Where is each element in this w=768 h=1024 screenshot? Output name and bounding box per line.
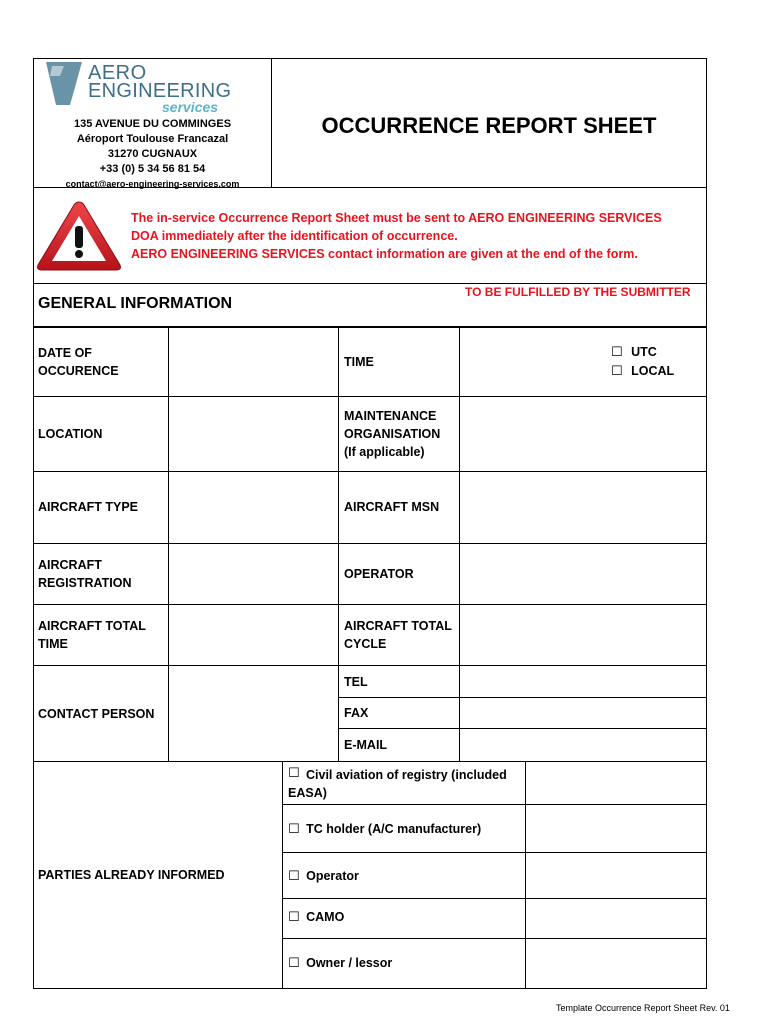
label-aircraft-total-time: AIRCRAFT TOTAL TIME bbox=[38, 619, 146, 651]
checkbox-icon: ☐ bbox=[288, 910, 300, 925]
input-tc-holder[interactable] bbox=[526, 805, 706, 852]
warning-triangle-icon bbox=[35, 199, 123, 273]
input-operator-informed[interactable] bbox=[526, 853, 706, 898]
parties-col1 bbox=[282, 761, 283, 988]
input-fax[interactable] bbox=[460, 698, 706, 728]
checkbox-icon: ☐ bbox=[288, 766, 300, 781]
input-time[interactable] bbox=[460, 328, 600, 396]
label-aircraft-msn: AIRCRAFT MSN bbox=[344, 500, 440, 514]
general-divider-bottom bbox=[33, 326, 707, 328]
label-date-of-occurence: DATE OF OCCURENCE bbox=[38, 346, 119, 378]
label-time: TIME bbox=[344, 355, 374, 369]
checkbox-tc-holder[interactable] bbox=[288, 820, 481, 838]
address-email[interactable]: contact@aero-engineering-services.com bbox=[65, 179, 240, 189]
label-aircraft-registration: AIRCRAFT REGISTRATION bbox=[38, 558, 132, 590]
logo-word-services: services bbox=[162, 99, 219, 115]
label-contact-person: CONTACT PERSON bbox=[38, 707, 155, 721]
form-border-left bbox=[33, 58, 34, 989]
checkbox-owner-lessor-label: Owner / lessor bbox=[306, 956, 393, 970]
checkbox-utc-label: UTC bbox=[631, 345, 657, 359]
checkbox-owner-lessor[interactable] bbox=[288, 954, 392, 972]
checkbox-utc[interactable] bbox=[611, 343, 657, 361]
form-border-bottom bbox=[33, 988, 707, 989]
checkbox-camo[interactable] bbox=[288, 908, 344, 926]
submitter-note: TO BE FULFILLED BY THE SUBMITTER bbox=[465, 285, 691, 299]
company-address bbox=[34, 117, 271, 191]
checkbox-civil-aviation-label: Civil aviation of registry (included EASA) bbox=[288, 768, 507, 800]
label-location: LOCATION bbox=[38, 427, 103, 441]
checkbox-operator-label: Operator bbox=[306, 869, 359, 883]
address-city: 31270 CUGNAUX bbox=[107, 148, 198, 160]
page-title: OCCURRENCE REPORT SHEET bbox=[321, 113, 657, 138]
label-maintenance-organisation: MAINTENANCE ORGANISATION (If applicable) bbox=[344, 409, 441, 459]
warning-divider-bottom bbox=[33, 283, 707, 284]
logo-word-engineering: ENGINEERING bbox=[88, 80, 232, 102]
input-contact-person[interactable] bbox=[169, 666, 338, 761]
checkbox-local[interactable] bbox=[611, 362, 674, 380]
input-camo[interactable] bbox=[526, 899, 706, 938]
checkbox-camo-label: CAMO bbox=[306, 910, 345, 924]
label-tel: TEL bbox=[344, 675, 368, 689]
input-location[interactable] bbox=[169, 397, 338, 471]
section-heading-general: GENERAL INFORMATION bbox=[38, 295, 233, 312]
checkbox-operator[interactable] bbox=[288, 867, 359, 885]
input-operator[interactable] bbox=[460, 544, 706, 604]
warning-text-line3: AERO ENGINEERING SERVICES contact information are given at the end of the form. bbox=[131, 247, 638, 261]
checkbox-tc-holder-label: TC holder (A/C manufacturer) bbox=[306, 822, 482, 836]
label-parties-already-informed: PARTIES ALREADY INFORMED bbox=[38, 868, 225, 882]
form-border-top bbox=[33, 58, 707, 59]
address-airport: Aéroport Toulouse Francazal bbox=[76, 133, 229, 145]
input-aircraft-type[interactable] bbox=[169, 472, 338, 543]
checkbox-icon: ☐ bbox=[611, 345, 623, 360]
warning-text-line1: The in-service Occurrence Report Sheet must be sent to AERO ENGINEERING SERVICES bbox=[131, 211, 662, 225]
input-aircraft-msn[interactable] bbox=[460, 472, 706, 543]
input-email[interactable] bbox=[460, 729, 706, 761]
company-logo bbox=[42, 60, 252, 116]
input-aircraft-total-time[interactable] bbox=[169, 605, 338, 665]
label-aircraft-type: AIRCRAFT TYPE bbox=[38, 500, 138, 514]
logo-word-aero: AERO bbox=[88, 62, 147, 84]
warning-text-line2: DOA immediately after the identification of occurrence. bbox=[131, 229, 458, 243]
input-civil-aviation[interactable] bbox=[526, 762, 706, 804]
form-border-right bbox=[706, 58, 707, 989]
label-aircraft-total-cycle: AIRCRAFT TOTAL CYCLE bbox=[344, 619, 452, 651]
checkbox-icon: ☐ bbox=[611, 364, 623, 379]
checkbox-icon: ☐ bbox=[288, 869, 300, 884]
checkbox-icon: ☐ bbox=[288, 822, 300, 837]
footer-template-revision: Template Occurrence Report Sheet Rev. 01 bbox=[556, 1003, 730, 1013]
input-aircraft-total-cycle[interactable] bbox=[460, 605, 706, 665]
address-phone: +33 (0) 5 34 56 81 54 bbox=[99, 163, 206, 175]
input-date-of-occurence[interactable] bbox=[169, 328, 338, 396]
label-email: E-MAIL bbox=[344, 738, 388, 752]
checkbox-icon: ☐ bbox=[288, 956, 300, 971]
address-street: 135 AVENUE DU COMMINGES bbox=[73, 118, 232, 130]
label-operator: OPERATOR bbox=[344, 567, 414, 581]
input-owner-lessor[interactable] bbox=[526, 939, 706, 988]
input-tel[interactable] bbox=[460, 666, 706, 697]
checkbox-local-label: LOCAL bbox=[631, 364, 675, 378]
checkbox-civil-aviation[interactable] bbox=[288, 766, 522, 802]
label-fax: FAX bbox=[344, 706, 369, 720]
input-maintenance-organisation[interactable] bbox=[460, 397, 706, 471]
input-aircraft-registration[interactable] bbox=[169, 544, 338, 604]
